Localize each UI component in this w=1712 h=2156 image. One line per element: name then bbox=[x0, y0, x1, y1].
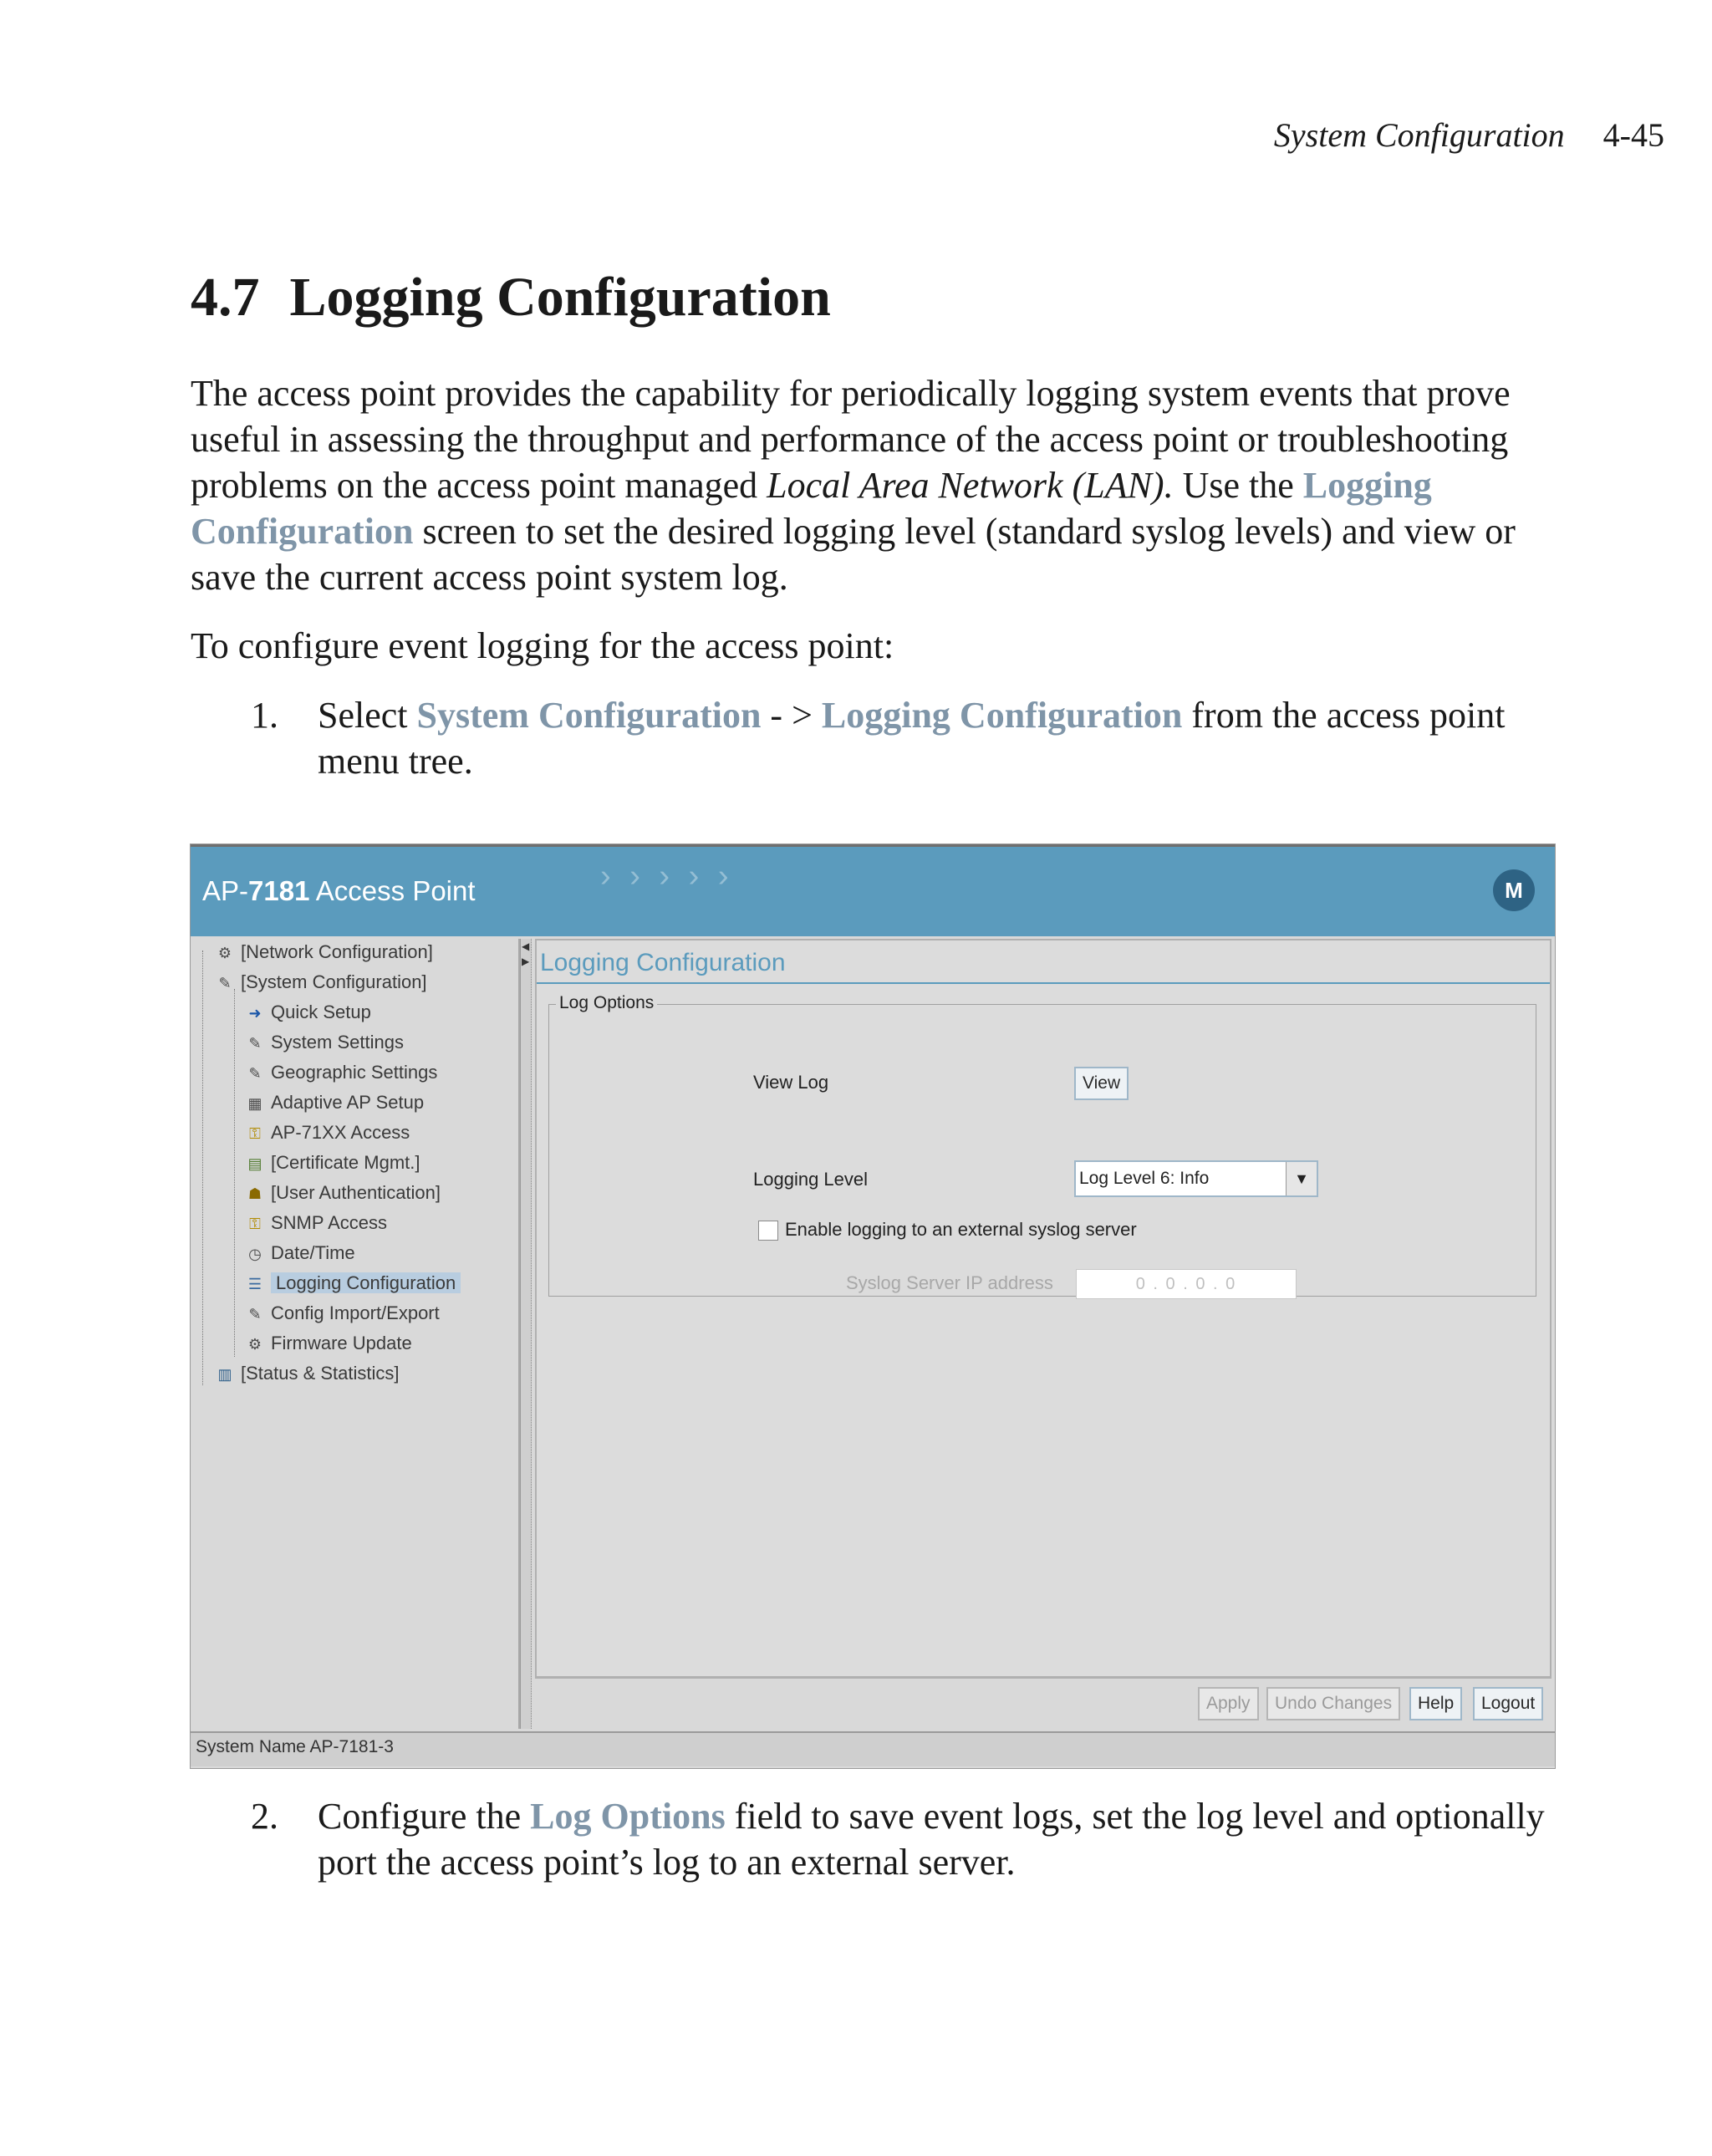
tree-item-status-statistics[interactable] bbox=[216, 1360, 400, 1387]
motorola-logo-icon: M bbox=[1493, 869, 1535, 911]
arrow-right-icon: ➜ bbox=[248, 1005, 262, 1022]
step-2-text-b: field to save event logs, set the log level and optionally port the access point’s log to an external server. bbox=[318, 1796, 1545, 1883]
tree-item-label: System Settings bbox=[271, 1032, 404, 1053]
tree-item-label: [Certificate Mgmt.] bbox=[271, 1152, 420, 1173]
help-button[interactable]: Help bbox=[1409, 1687, 1462, 1720]
step-1-number: 1. bbox=[251, 695, 278, 736]
tree-item-label: [Status & Statistics] bbox=[241, 1363, 400, 1384]
expand-right-icon[interactable]: ▶ bbox=[522, 956, 530, 967]
intro-link-logging-configuration[interactable]: Logging Configuration bbox=[191, 465, 1432, 552]
undo-changes-button[interactable]: Undo Changes bbox=[1266, 1687, 1400, 1720]
intro-text: The access point provides the capability for periodically logging system events that prove useful in assessing the throughput and performance of the access point or troubleshooting problems on the access point managed bbox=[191, 373, 1511, 506]
tree-item-label: [User Authentication] bbox=[271, 1182, 441, 1203]
system-config-icon: ✎ bbox=[218, 975, 232, 992]
title-divider bbox=[537, 982, 1550, 984]
tree-item-label: SNMP Access bbox=[271, 1212, 387, 1233]
syslog-ip-input[interactable]: 0 . 0 . 0 . 0 bbox=[1076, 1269, 1297, 1299]
app-title-model: 7181 bbox=[248, 875, 310, 906]
apply-button[interactable]: Apply bbox=[1198, 1687, 1259, 1720]
status-bar bbox=[191, 1731, 1555, 1766]
user-auth-icon: ☗ bbox=[247, 1185, 262, 1203]
certificate-icon: ▤ bbox=[247, 1155, 262, 1173]
step-1-text-a: Select bbox=[318, 695, 417, 736]
tree-item-firmware-update[interactable] bbox=[246, 1330, 412, 1357]
menu-tree bbox=[191, 939, 520, 1729]
step-2-text bbox=[318, 1793, 1580, 1885]
step-1-text-b: - > bbox=[761, 695, 822, 736]
running-header-section: System Configuration bbox=[1273, 116, 1565, 154]
tree-item-label: Firmware Update bbox=[271, 1333, 412, 1353]
step-1-text bbox=[318, 692, 1580, 784]
panel-splitter[interactable] bbox=[520, 939, 532, 1729]
chevron-down-icon[interactable]: ▼ bbox=[1286, 1162, 1317, 1195]
tree-line bbox=[234, 989, 235, 1357]
tree-item-label: Geographic Settings bbox=[271, 1062, 438, 1083]
tree-item-label: [Network Configuration] bbox=[241, 941, 433, 962]
step-1-link-system-configuration[interactable]: System Configuration bbox=[416, 695, 762, 736]
external-syslog-label: Enable logging to an external syslog server bbox=[785, 1219, 1137, 1240]
log-options-label: Log Options bbox=[556, 993, 657, 1013]
step-2 bbox=[251, 1793, 1580, 1885]
logout-button[interactable]: Logout bbox=[1473, 1687, 1543, 1720]
external-syslog-checkbox[interactable] bbox=[758, 1221, 778, 1241]
clock-icon: ◷ bbox=[248, 1246, 262, 1263]
tree-item-label: Quick Setup bbox=[271, 1002, 371, 1022]
log-list-icon: ☰ bbox=[247, 1276, 262, 1293]
tree-item-system-configuration[interactable] bbox=[216, 969, 427, 996]
logging-level-value: Log Level 6: Info bbox=[1079, 1169, 1210, 1188]
geographic-icon: ✎ bbox=[248, 1065, 262, 1083]
logging-level-select[interactable] bbox=[1074, 1160, 1318, 1197]
tree-item-system-settings[interactable] bbox=[246, 1029, 404, 1056]
section-number: 4.7 bbox=[191, 267, 260, 328]
tree-item-label: Config Import/Export bbox=[271, 1302, 440, 1323]
step-1 bbox=[251, 692, 1580, 784]
logging-level-label: Logging Level bbox=[753, 1169, 869, 1190]
config-import-icon: ✎ bbox=[248, 1306, 262, 1323]
app-title-suffix: Access Point bbox=[309, 875, 476, 906]
tree-item-certificate-mgmt[interactable] bbox=[246, 1149, 420, 1176]
tree-item-network-configuration[interactable] bbox=[216, 939, 433, 966]
tree-item-label: [System Configuration] bbox=[241, 971, 427, 992]
app-title bbox=[202, 875, 476, 907]
tree-item-label: Logging Configuration bbox=[271, 1272, 461, 1293]
step-2-text-a: Configure the bbox=[318, 1796, 531, 1837]
step-2-number: 2. bbox=[251, 1796, 278, 1837]
step-2-link-log-options[interactable]: Log Options bbox=[530, 1796, 726, 1837]
intro-italic: Local Area Network (LAN). bbox=[767, 465, 1174, 506]
tree-item-user-authentication[interactable] bbox=[246, 1180, 441, 1206]
tree-item-label: Date/Time bbox=[271, 1242, 355, 1263]
network-icon: ⚙ bbox=[217, 945, 232, 962]
tree-item-label: AP-71XX Access bbox=[271, 1122, 410, 1143]
tree-item-adaptive-ap-setup[interactable] bbox=[246, 1089, 424, 1116]
running-header bbox=[1274, 115, 1664, 155]
tree-item-geographic-settings[interactable] bbox=[246, 1059, 437, 1086]
tree-item-logging-configuration[interactable] bbox=[246, 1270, 461, 1297]
ap-screenshot bbox=[191, 844, 1555, 1768]
button-bar bbox=[535, 1678, 1552, 1730]
app-header bbox=[191, 847, 1555, 936]
main-panel bbox=[535, 939, 1552, 1678]
lead-paragraph: To configure event logging for the access point: bbox=[191, 625, 894, 666]
section-title-text: Logging Configuration bbox=[289, 267, 831, 328]
intro-paragraph bbox=[191, 370, 1578, 600]
tree-item-config-import-export[interactable] bbox=[246, 1300, 440, 1327]
intro-text-3: screen to set the desired logging level (standard syslog levels) and view or save the current access point system log. bbox=[191, 511, 1516, 598]
view-log-label: View Log bbox=[753, 1072, 829, 1093]
chart-icon: ▥ bbox=[217, 1366, 232, 1384]
tree-item-label: Adaptive AP Setup bbox=[271, 1092, 425, 1113]
adaptive-ap-icon: ▦ bbox=[247, 1095, 262, 1113]
panel-title: Logging Configuration bbox=[540, 949, 786, 976]
intro-text-2: Use the bbox=[1173, 465, 1303, 506]
system-name-status: System Name AP-7181-3 bbox=[196, 1737, 394, 1756]
key-icon: ⚿ bbox=[249, 1125, 261, 1143]
settings-icon: ✎ bbox=[248, 1035, 262, 1053]
step-1-link-logging-configuration[interactable]: Logging Configuration bbox=[821, 695, 1183, 736]
collapse-left-icon[interactable]: ◀ bbox=[522, 940, 530, 952]
page-number: 4-45 bbox=[1602, 116, 1664, 154]
step-1-text-c: from the access point menu tree. bbox=[318, 695, 1506, 782]
view-button[interactable]: View bbox=[1074, 1067, 1129, 1100]
section-title bbox=[191, 266, 831, 329]
tree-item-ap71xx-access[interactable] bbox=[246, 1119, 410, 1146]
snmp-icon: ⚿ bbox=[249, 1216, 261, 1233]
firmware-gear-icon: ⚙ bbox=[247, 1336, 262, 1353]
tree-line bbox=[202, 951, 203, 1385]
tree-item-quick-setup[interactable] bbox=[246, 999, 371, 1026]
syslog-ip-label: Syslog Server IP address bbox=[846, 1272, 1053, 1293]
tree-item-date-time[interactable] bbox=[246, 1240, 355, 1267]
log-options-group bbox=[548, 993, 1536, 1297]
header-decoration: › › › › › bbox=[600, 859, 734, 894]
tree-item-snmp-access[interactable] bbox=[246, 1210, 387, 1236]
app-title-prefix: AP- bbox=[202, 875, 249, 906]
